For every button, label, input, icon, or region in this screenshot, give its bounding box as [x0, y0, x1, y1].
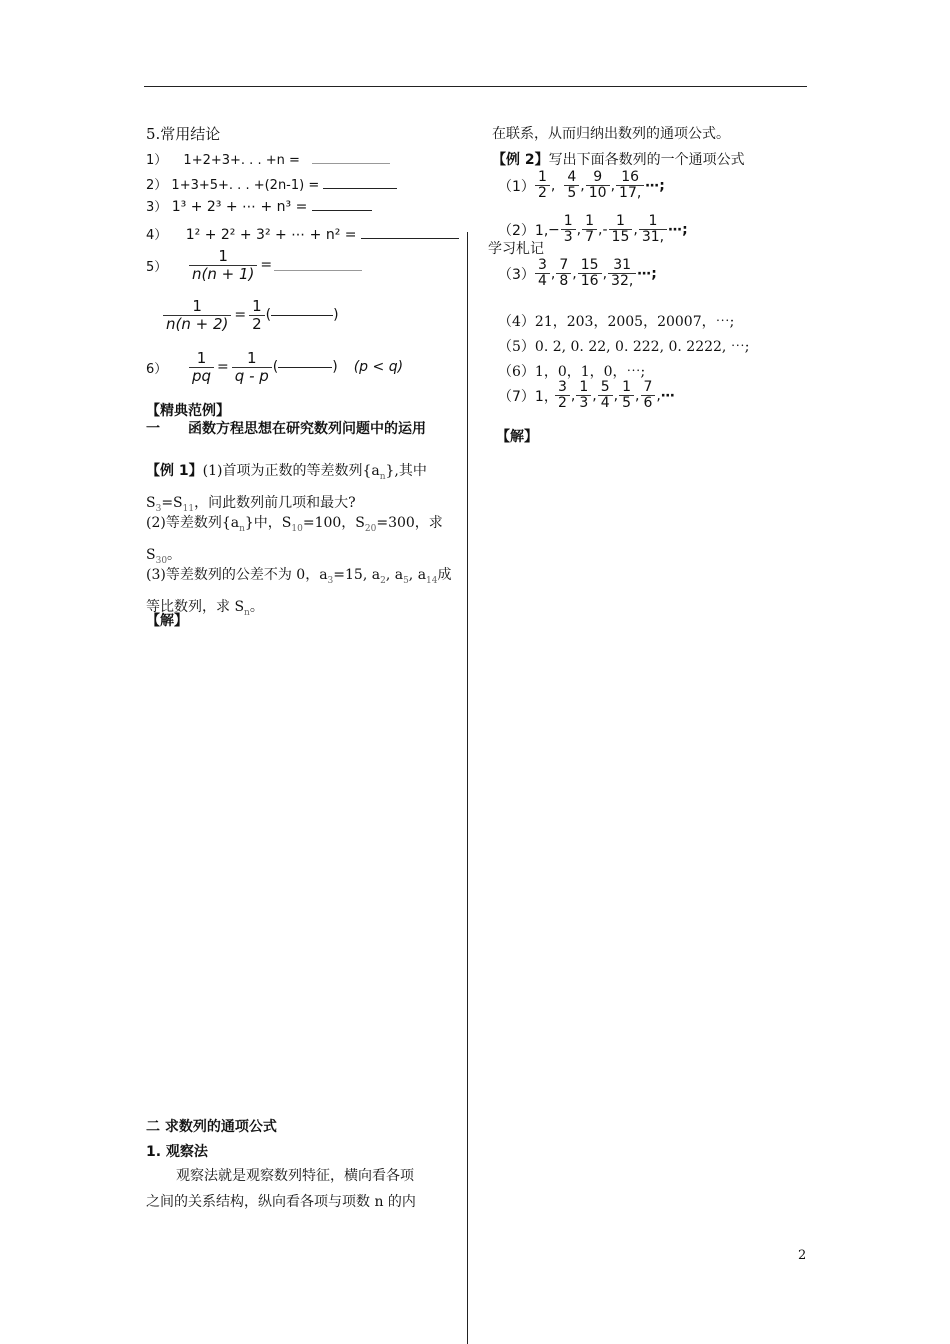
- formula-6: 6） $\frac{1}{pq}$ = $\frac{1}{q - p}$ ( ) (p < q): [146, 349, 404, 385]
- fraction: $\frac{9}{10}$: [586, 170, 610, 202]
- formula-3: 3） 1³ + 2³ + ⋯ + n³ =: [146, 196, 372, 215]
- answer-blank[interactable]: [271, 315, 333, 316]
- fraction: $\frac{16}{17,}$: [616, 170, 644, 202]
- formula-2: 2） 1+3+5+. . . +(2n-1) =: [146, 174, 397, 193]
- fraction: $\frac{3}{2}$: [555, 380, 570, 412]
- fraction: $\frac{4}{5}$: [564, 170, 579, 202]
- fraction: $\frac{1}{n(n + 1)}$: [189, 248, 257, 282]
- page-number: 2: [798, 1248, 807, 1263]
- part2-title: 二 求数列的通项公式: [146, 1119, 277, 1135]
- answer-blank[interactable]: [278, 367, 332, 368]
- example-1: 【例 1】(1)首项为正数的等差数列$\{a_n\}$,其中 $S_3=S_{11}$，问此数列前几项和最大?: [146, 463, 427, 514]
- sequence-7: （7）1， $\frac{3}{2}$ , $\frac{1}{3}$ , $\frac{5}{4}$ , $\frac{1}{5}$ , $\frac{7}{6}$ , ⋯: [498, 379, 675, 412]
- sequence-6: （6）1，0，1，0，⋯;: [498, 364, 646, 380]
- answer-blank[interactable]: [312, 210, 372, 211]
- formula-4: 4） 1² + 2² + 3² + ⋯ + n² =: [146, 224, 459, 243]
- formula-1: 1） 1+2+3+. . . +n =: [146, 149, 390, 168]
- sequence-3: （3） $\frac{3}{4}$ , $\frac{7}{8}$ , $\frac{15}{16}$ , $\frac{31}{32,}$ ⋯;: [498, 257, 657, 290]
- answer-blank[interactable]: [312, 163, 390, 164]
- fraction: $\frac{1}{2}$: [535, 170, 550, 202]
- part1-title: 一 函数方程思想在研究数列问题中的运用: [146, 421, 426, 437]
- fraction: $\frac{5}{4}$: [598, 380, 613, 412]
- fraction: $\frac{1}{q - p}$: [232, 350, 272, 384]
- fraction: $\frac{1}{5}$: [619, 380, 634, 412]
- example-2: 【例 2】写出下面各数列的一个通项公式: [492, 152, 745, 168]
- fraction: $\frac{1}{pq}$: [189, 350, 214, 384]
- sequence-1: （1） $\frac{1}{2}$ , $\frac{4}{5}$ , $\frac{9}{10}$ , $\frac{16}{17,}$ ⋯;: [498, 169, 665, 202]
- sequence-4: （4）21，203，2005，20007，⋯;: [498, 314, 735, 330]
- fraction: $\frac{1}{3}$: [576, 380, 591, 412]
- sequence-5: （5）0. 2, 0. 22, 0. 222, 0. 2222, ⋯;: [498, 339, 750, 355]
- fraction: $\frac{1}{n(n + 2)}$: [163, 298, 231, 332]
- answer-blank[interactable]: [274, 270, 362, 271]
- answer-blank[interactable]: [323, 188, 397, 189]
- formula-5: 5） $\frac{1}{n(n + 1)}$ =: [146, 248, 362, 282]
- fraction: $\frac{31}{32,}$: [608, 258, 636, 290]
- fraction: $\frac{1}{3}$: [561, 214, 576, 246]
- side-note-label: 学习札记: [488, 241, 544, 257]
- fraction-half: $\frac{1}{2}$: [249, 298, 265, 332]
- heading-common-conclusions: 5.常用结论: [146, 125, 221, 143]
- header-rule: [144, 86, 807, 87]
- fraction: $\frac{3}{4}$: [535, 258, 550, 290]
- column-divider: [467, 232, 468, 1344]
- fraction: $\frac{7}{6}$: [641, 380, 656, 412]
- method1-text-line1: 观察法就是观察数列特征，横向看各项: [176, 1168, 414, 1184]
- section-title-examples: 【精典范例】: [146, 403, 230, 419]
- text-continuation: 在联系，从而归纳出数列的通项公式。: [492, 126, 730, 142]
- method1-text-line2: 之间的关系结构，纵向看各项与项数 n 的内: [146, 1194, 416, 1210]
- fraction: $\frac{7}{8}$: [556, 258, 571, 290]
- answer-blank[interactable]: [361, 238, 459, 239]
- sequence-2: （2）1, − $\frac{1}{3}$ , $\frac{1}{7}$ ,- $\frac{1}{15}$ , $\frac{1}{31,}$ ⋯;: [498, 213, 688, 246]
- example-1-part3: (3)等差数列的公差不为 0，$a_3=15$, $a_2$, $a_5$, $a_{14}$成等比数列，求 $S_n$。: [146, 567, 452, 618]
- method1-title: 1. 观察法: [146, 1144, 208, 1160]
- fraction: $\frac{1}{31,}$: [639, 214, 667, 246]
- example-1-part2: (2)等差数列$\{a_n\}$中，$S_{10}=100$，$S_{20}=300$，求 $S_{30}$。: [146, 515, 443, 566]
- formula-5b: $\frac{1}{n(n + 2)}$ = $\frac{1}{2}$ ( ): [162, 298, 339, 332]
- fraction: $\frac{1}{15}$: [609, 214, 633, 246]
- solution-label-2: 【解】: [496, 429, 538, 445]
- fraction: $\frac{15}{16}$: [578, 258, 602, 290]
- fraction: $\frac{1}{7}$: [582, 214, 597, 246]
- solution-label-1: 【解】: [146, 613, 188, 629]
